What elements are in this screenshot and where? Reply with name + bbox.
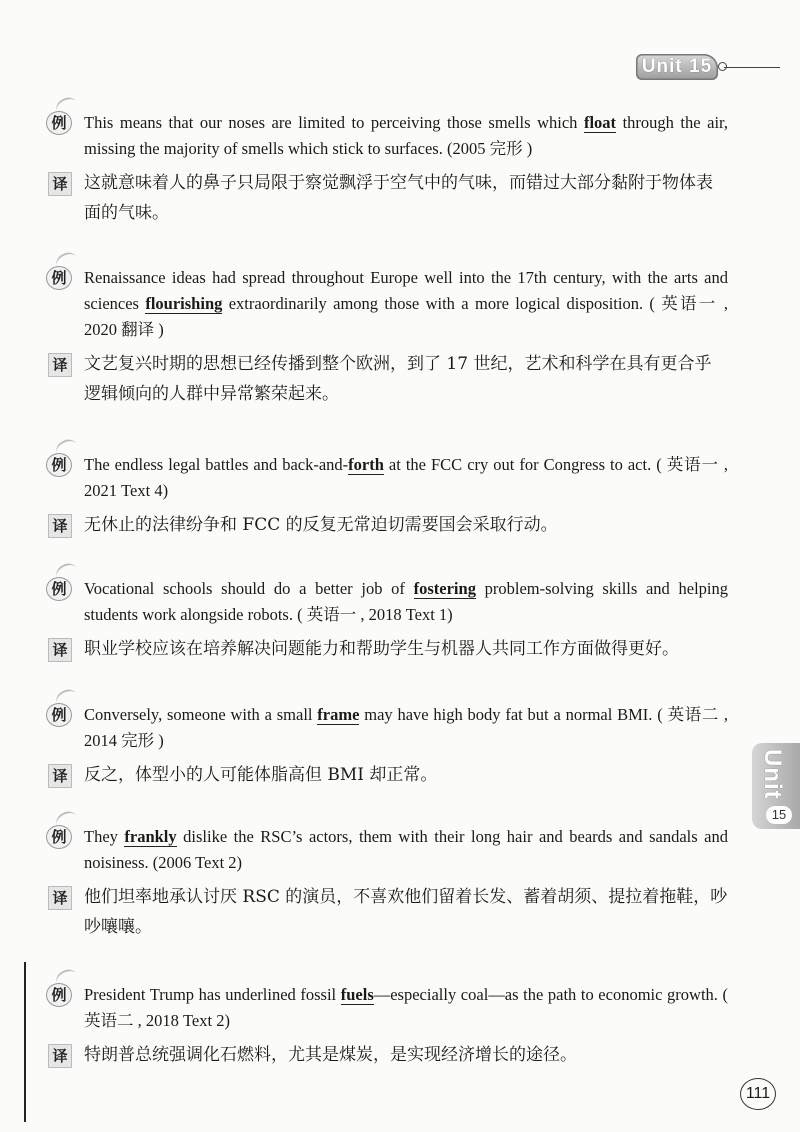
- example-entry: [38, 824, 728, 942]
- translation-icon: 译: [48, 1044, 72, 1068]
- example-sentence: Conversely, someone with a small frame may have high body fat but a normal BMI. ( 英语二 , 2014 完形 ): [84, 705, 728, 750]
- unit-tab: Unit 15: [636, 54, 718, 80]
- keyword: fuels: [340, 985, 374, 1004]
- translation-row: [38, 168, 728, 228]
- example-sentence-row: [38, 110, 728, 162]
- example-sentence: The endless legal battles and back-and-forth at the FCC cry out for Congress to act. ( 英语一 , 2021 Text 4): [84, 455, 728, 500]
- example-sentence-row: [38, 576, 728, 628]
- page-number: 111: [740, 1078, 776, 1110]
- example-sentence: They frankly dislike the RSC’s actors, them with their long hair and beards and sandals and noisiness. (2006 Text 2): [84, 827, 728, 872]
- example-sentence-row: [38, 452, 728, 504]
- example-sentence-row: [38, 702, 728, 754]
- example-entry: [38, 265, 728, 409]
- example-sentence: Vocational schools should do a better job of fostering problem-solving skills and helping students work alongside robots. ( 英语一 , 2018 Text 1): [84, 579, 729, 624]
- translation-row: [38, 1040, 728, 1070]
- side-unit-tab: [752, 743, 800, 829]
- translation-row: [38, 760, 728, 790]
- keyword: frame: [317, 705, 360, 724]
- translation-text: 职业学校应该在培养解决问题能力和帮助学生与机器人共同工作方面做得更好。: [84, 639, 679, 659]
- translation-row: [38, 349, 728, 409]
- translation-icon: 译: [48, 353, 72, 377]
- translation-row: [38, 634, 728, 664]
- example-entry: [38, 576, 728, 664]
- translation-icon: 译: [48, 172, 72, 196]
- example-sentence: This means that our noses are limited to perceiving those smells which float through the air, missing the majority of smells which stick to surfaces. (2005 完形 ): [84, 113, 728, 158]
- example-icon: 例: [44, 978, 74, 1008]
- example-sentence-row: [38, 982, 728, 1034]
- translation-text: 这就意味着人的鼻子只局限于察觉飘浮于空气中的气味，而错过大部分黏附于物体表面的气味。: [84, 173, 713, 223]
- translation-row: [38, 882, 728, 942]
- translation-icon: 译: [48, 886, 72, 910]
- translation-icon: 译: [48, 514, 72, 538]
- translation-text: 特朗普总统强调化石燃料，尤其是煤炭，是实现经济增长的途径。: [84, 1045, 577, 1065]
- keyword: frankly: [124, 827, 177, 846]
- example-icon: 例: [44, 261, 74, 291]
- example-entry: [38, 702, 728, 790]
- example-sentence: President Trump has underlined fossil fuels—especially coal—as the path to economic growth. ( 英语二 , 2018 Text 2): [84, 985, 728, 1030]
- keyword: forth: [348, 455, 384, 474]
- side-tab-number: 15: [766, 806, 792, 824]
- example-sentence-row: [38, 824, 728, 876]
- example-icon: 例: [44, 106, 74, 136]
- translation-text: 反之，体型小的人可能体脂高但 BMI 却正常。: [84, 765, 438, 785]
- keyword: fostering: [413, 579, 476, 598]
- unit-header-rule: [724, 67, 780, 68]
- example-icon: 例: [44, 572, 74, 602]
- example-sentence-row: [38, 265, 728, 343]
- example-entry: [38, 110, 728, 228]
- keyword: flourishing: [145, 294, 223, 313]
- side-tab-word: Unit: [759, 749, 786, 800]
- translation-text: 无休止的法律纷争和 FCC 的反复无常迫切需要国会采取行动。: [84, 515, 558, 535]
- translation-icon: 译: [48, 764, 72, 788]
- example-icon: 例: [44, 820, 74, 850]
- translation-row: [38, 510, 728, 540]
- translation-text: 文艺复兴时期的思想已经传播到整个欧洲，到了 17 世纪，艺术和科学在具有更合乎逻辑倾向的人群中异常繁荣起来。: [84, 354, 712, 404]
- margin-rule: [24, 962, 26, 1122]
- example-entry: [38, 982, 728, 1070]
- translation-icon: 译: [48, 638, 72, 662]
- keyword: float: [583, 113, 617, 132]
- example-entry: [38, 452, 728, 540]
- example-sentence: Renaissance ideas had spread throughout Europe well into the 17th century, with the arts and sciences flourishing extraordinarily among those with a more logical disposition. ( 英语一 , 2020 翻译 ): [84, 268, 728, 339]
- example-icon: 例: [44, 698, 74, 728]
- example-icon: 例: [44, 448, 74, 478]
- translation-text: 他们坦率地承认讨厌 RSC 的演员，不喜欢他们留着长发、蓄着胡须、提拉着拖鞋，吵吵嚷嚷。: [84, 887, 728, 937]
